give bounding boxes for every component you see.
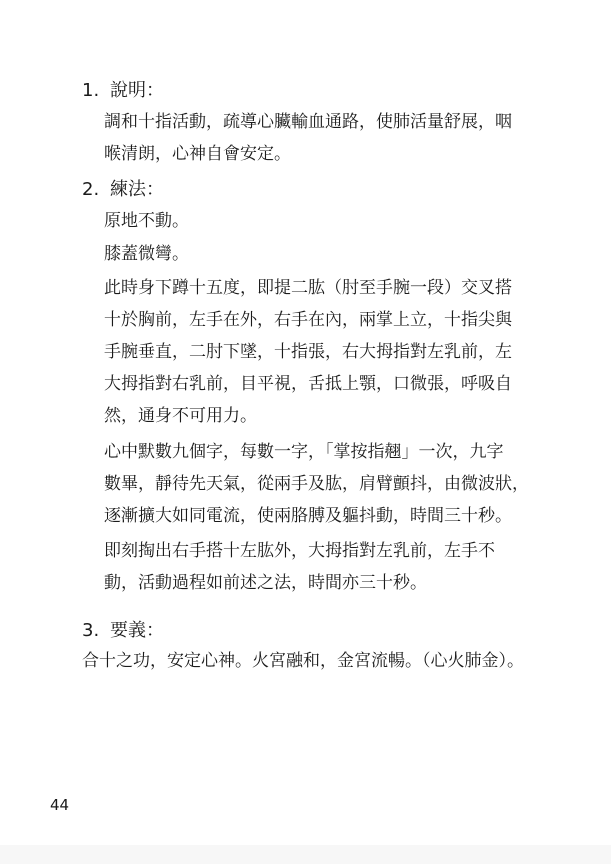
text-line: 原地不動。 [104, 211, 189, 231]
text-line: 逐漸擴大如同電流，使兩胳膊及軀抖動，時間三十秒。 [104, 506, 512, 526]
text-line: 合十之功，安定心神。火宮融和，金宮流暢。（心火肺金）。 [82, 651, 524, 671]
text-line: 此時身下蹲十五度，即提二肱（肘至手腕一段）交叉搭 [104, 278, 512, 298]
page-bottom-edge [0, 845, 611, 864]
text-line: 調和十指活動，疏導心臟輸血通路，使肺活量舒展，咽 [104, 112, 512, 132]
paragraph [104, 205, 189, 237]
text-line: 手腕垂直，二肘下墜，十指張，右大拇指對左乳前，左 [104, 342, 512, 362]
text-line: 心中默數九個字，每數一字，「掌按指翹」一次，九字 [104, 442, 504, 462]
section-number: 2. [82, 179, 100, 200]
section-number: 3. [82, 620, 100, 641]
section-heading-2 [82, 179, 164, 201]
paragraph [104, 535, 495, 599]
paragraph [104, 436, 529, 532]
section-heading-1 [82, 80, 164, 102]
paragraph [104, 238, 189, 270]
text-line: 喉清朗，心神自會安定。 [104, 144, 291, 164]
text-line: 動，活動過程如前述之法，時間亦三十秒。 [104, 573, 427, 593]
section-title: 要義： [110, 620, 164, 641]
section-title: 練法： [110, 179, 164, 200]
section-heading-3 [82, 620, 164, 642]
text-line: 數畢，靜待先天氣，從兩手及肱，肩臂顫抖，由微波狀， [104, 474, 529, 494]
section-title: 說明： [110, 80, 164, 101]
text-line: 十於胸前，左手在外，右手在內，兩掌上立，十指尖與 [104, 310, 512, 330]
text-line: 即刻掏出右手搭十左肱外，大拇指對左乳前，左手不 [104, 541, 495, 561]
section-number: 1. [82, 80, 100, 101]
paragraph [104, 106, 512, 170]
text-line: 大拇指對右乳前，目平視，舌抵上顎，口微張，呼吸自 [104, 374, 512, 394]
paragraph [82, 645, 524, 677]
text-line: 膝蓋微彎。 [104, 244, 189, 264]
paragraph [104, 272, 512, 432]
page-number: 44 [50, 796, 70, 814]
text-line: 然，通身不可用力。 [104, 406, 257, 426]
